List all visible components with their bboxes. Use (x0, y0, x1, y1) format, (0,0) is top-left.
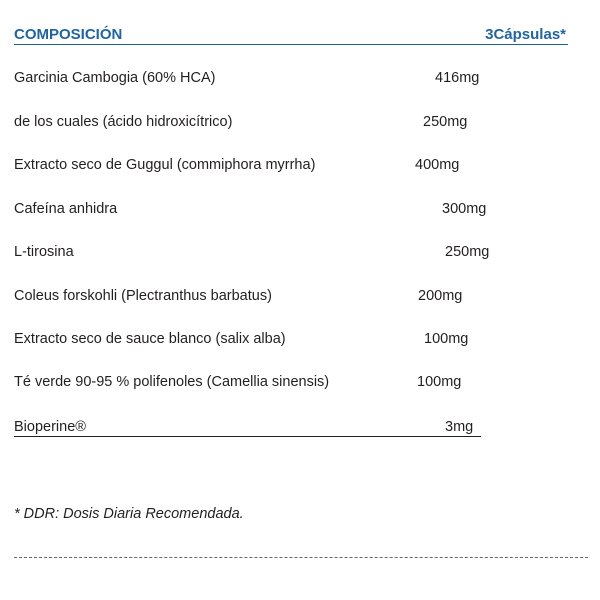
ingredient-row (14, 114, 584, 136)
header-capsules: 3Cápsulas* (485, 26, 566, 43)
header-title: COMPOSICIÓN (14, 26, 123, 43)
ingredient-amount: 300mg (442, 201, 487, 217)
ingredient-row (14, 157, 584, 179)
ingredient-name: Extracto seco de Guggul (commiphora myrrha) (14, 157, 316, 173)
ingredient-amount: 250mg (423, 114, 468, 130)
ingredient-name: Bioperine® (14, 419, 86, 435)
ingredient-amount: 416mg (435, 70, 480, 86)
ingredient-row (14, 201, 584, 223)
ingredient-name: de los cuales (ácido hidroxicítrico) (14, 114, 233, 130)
dashed-divider (14, 557, 588, 558)
ingredient-amount: 400mg (415, 157, 460, 173)
footnote: * DDR: Dosis Diaria Recomendada. (14, 506, 244, 522)
ingredient-name: Té verde 90-95 % polifenoles (Camellia sinensis) (14, 374, 330, 390)
ingredient-amount: 3mg (445, 419, 474, 435)
ingredient-amount: 100mg (417, 374, 462, 390)
ingredient-row (14, 244, 584, 266)
composition-header (14, 26, 568, 45)
ingredient-name: Coleus forskohli (Plectranthus barbatus) (14, 288, 272, 304)
ingredient-amount: 100mg (424, 331, 469, 347)
ingredient-row (14, 331, 584, 353)
ingredient-amount: 200mg (418, 288, 463, 304)
ingredient-row (14, 419, 481, 437)
ingredient-row (14, 374, 584, 396)
ingredient-row (14, 288, 584, 310)
ingredient-amount: 250mg (445, 244, 490, 260)
ingredient-name: L-tirosina (14, 244, 74, 260)
ingredient-row (14, 70, 584, 92)
ingredient-name: Cafeína anhidra (14, 201, 118, 217)
ingredient-name: Garcinia Cambogia (60% HCA) (14, 70, 216, 86)
ingredient-name: Extracto seco de sauce blanco (salix alba) (14, 331, 286, 347)
